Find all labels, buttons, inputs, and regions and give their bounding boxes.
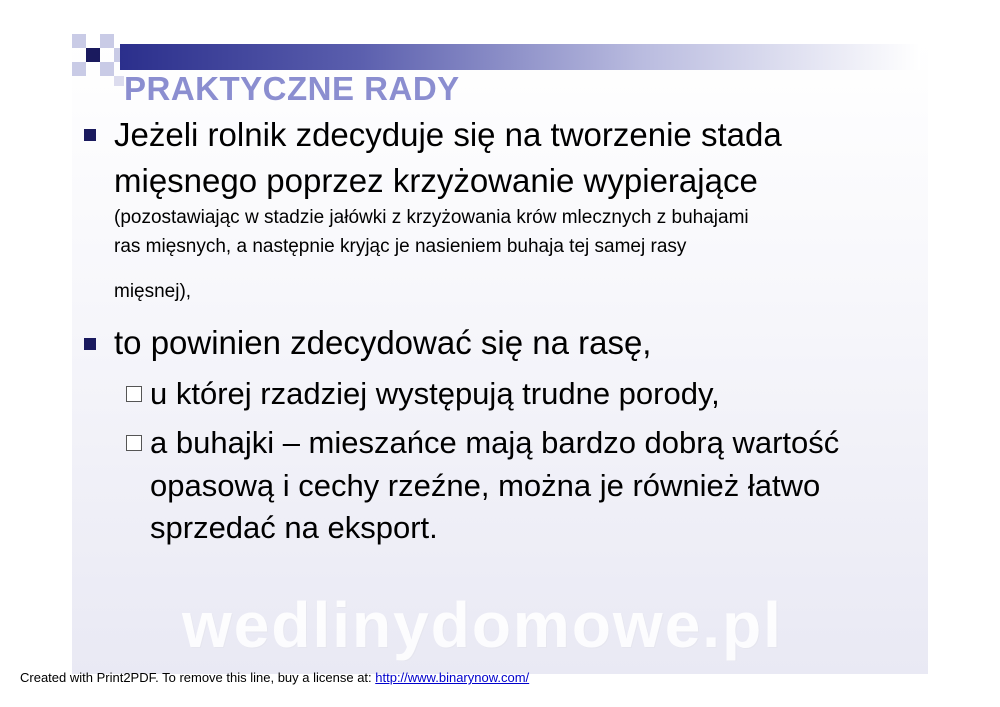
decor-square bbox=[100, 62, 114, 76]
bullet1-note-line2: ras mięsnych, a następnie kryjąc je nasieniem buhaja tej samej rasy bbox=[114, 236, 687, 257]
bullet1-line1: Jeżeli rolnik zdecyduje się na tworzenie stada bbox=[114, 116, 782, 153]
bullet1-note-line1: (pozostawiając w stadzie jałówki z krzyżowania krów mlecznych z buhajami bbox=[114, 207, 749, 228]
bullet1-line2: mięsnego poprzez krzyżowanie wypierające bbox=[114, 162, 758, 199]
decor-square bbox=[114, 76, 124, 86]
sub-bullet1-text: u której rzadziej występują trudne porody, bbox=[150, 376, 720, 411]
decor-square bbox=[72, 34, 86, 48]
header-gradient-bar bbox=[120, 44, 920, 70]
footer bbox=[20, 670, 529, 685]
watermark-text: wedlinydomowe.pl bbox=[182, 589, 783, 661]
bullet-square-icon bbox=[84, 129, 96, 141]
bullet2-text: to powinien zdecydować się na rasę, bbox=[114, 324, 652, 361]
slide-title: PRAKTYCZNE RADY bbox=[124, 70, 460, 107]
bullet-square-icon bbox=[84, 338, 96, 350]
bullet1-note-line3: mięsnej), bbox=[114, 281, 192, 302]
checkbox-outline-icon bbox=[126, 435, 142, 451]
decor-square bbox=[86, 48, 100, 62]
sub-bullet2-line2: opasową i cechy rzeźne, można je również łatwo bbox=[150, 468, 821, 503]
footer-license-link[interactable]: http://www.binarynow.com/ bbox=[375, 670, 530, 685]
sub-bullet2-line1: a buhajki – mieszańce mają bardzo dobrą wartość bbox=[150, 425, 840, 460]
checkbox-outline-icon bbox=[126, 386, 142, 402]
footer-text: Created with Print2PDF. To remove this line, buy a license at: bbox=[20, 670, 376, 685]
decor-square bbox=[72, 62, 86, 76]
sub-bullet2-line3: sprzedać na eksport. bbox=[150, 510, 438, 545]
decor-square bbox=[100, 34, 114, 48]
